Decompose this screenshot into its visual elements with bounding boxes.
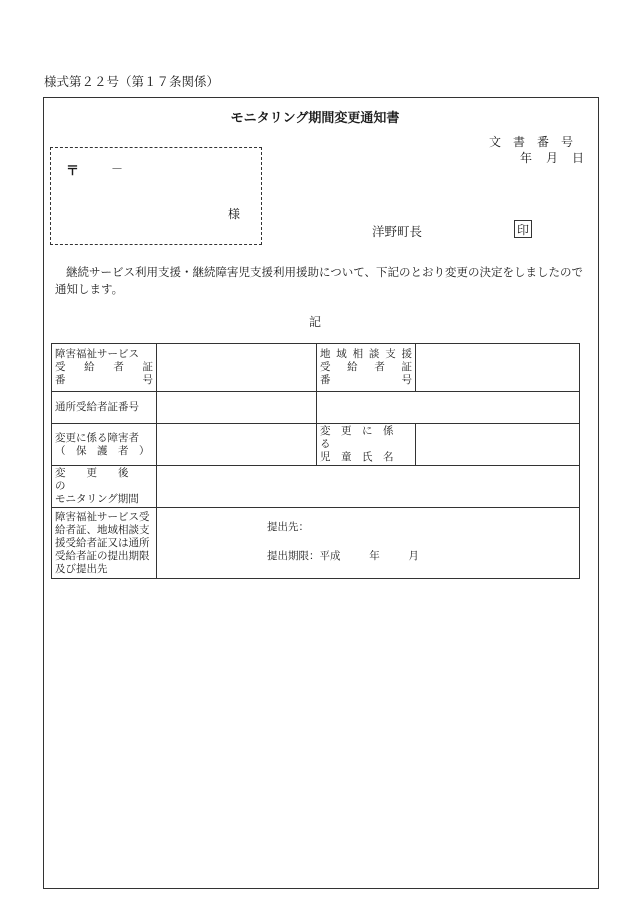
label-line: 受給者証の提出期限 <box>55 549 150 562</box>
document-title: モニタリング期間変更通知書 <box>230 111 400 126</box>
label-line: 変 更 後 の <box>55 467 150 492</box>
submission-info-field[interactable] <box>157 508 580 579</box>
table-row <box>52 508 580 579</box>
welfare-service-cert-number-field[interactable] <box>157 344 317 392</box>
table-row <box>52 392 580 424</box>
address-box <box>50 147 262 245</box>
label-line: 援受給者証又は通所 <box>55 536 150 549</box>
label-line: 障害福祉サービス受 <box>55 510 150 523</box>
person-guardian-name-field[interactable] <box>157 424 317 466</box>
submit-to-label: 提出先： <box>267 521 309 533</box>
document-number-label: 文書番号 <box>488 135 585 149</box>
label-line: 番 号 <box>320 374 412 386</box>
label-line: 変更に係る障害者 <box>55 431 139 444</box>
person-guardian-label <box>52 424 157 466</box>
label-line: （ 保 護 者 ） <box>55 444 150 457</box>
notice-body-text: 継続サービス利用支援・継続障害児支援利用援助について、下記のとおり変更の決定をしましたので通知します。 <box>55 265 584 296</box>
seal-label: 印 <box>516 222 529 237</box>
deadline-month-label: 月 <box>408 550 419 562</box>
deadline-label: 提出期限：平成 <box>267 550 341 562</box>
label-line: 通所受給者証番号 <box>55 401 139 413</box>
info-table <box>51 343 580 579</box>
monitoring-period-field[interactable] <box>157 466 580 508</box>
label-line: 児 童 氏 名 <box>320 451 394 463</box>
label-line: 給者証、地域相談支 <box>55 523 150 536</box>
table-row <box>52 466 580 508</box>
table-row <box>52 344 580 392</box>
table-row <box>52 424 580 466</box>
label-line: 障害福祉サービス <box>55 348 139 360</box>
form-number: 様式第２２号（第１７条関係） <box>44 74 220 89</box>
label-line: モニタリング期間 <box>55 493 139 505</box>
monitoring-period-label <box>52 466 157 508</box>
ki-heading: 記 <box>308 315 321 329</box>
community-support-cert-label <box>317 344 416 392</box>
deadline-line <box>267 550 419 563</box>
day-service-cert-label <box>52 392 157 424</box>
label-line: 受 給 者 証 <box>55 361 153 373</box>
issuer-mayor: 洋野町長 <box>372 224 423 239</box>
label-line: 及び提出先 <box>55 562 108 575</box>
label-line: 番 号 <box>55 374 153 386</box>
child-name-field[interactable] <box>416 424 580 466</box>
community-support-cert-number-field[interactable] <box>416 344 580 392</box>
postal-mark: 〒 <box>66 164 80 179</box>
honorific-sama: 様 <box>228 207 241 221</box>
welfare-service-cert-label <box>52 344 157 392</box>
date-line: 年 月 日 <box>519 151 585 165</box>
label-line: 地域相談支援 <box>320 348 412 360</box>
deadline-year-label: 年 <box>369 550 380 562</box>
seal-stamp-box <box>514 220 532 238</box>
label-line: 受 給 者 証 <box>320 361 412 373</box>
blank-cell <box>317 392 580 424</box>
postal-code-dash: － <box>111 162 124 176</box>
submission-deadline-label <box>52 508 157 579</box>
child-name-label <box>317 424 416 466</box>
day-service-cert-number-field[interactable] <box>157 392 317 424</box>
label-line: 変 更 に 係 る <box>320 425 404 450</box>
